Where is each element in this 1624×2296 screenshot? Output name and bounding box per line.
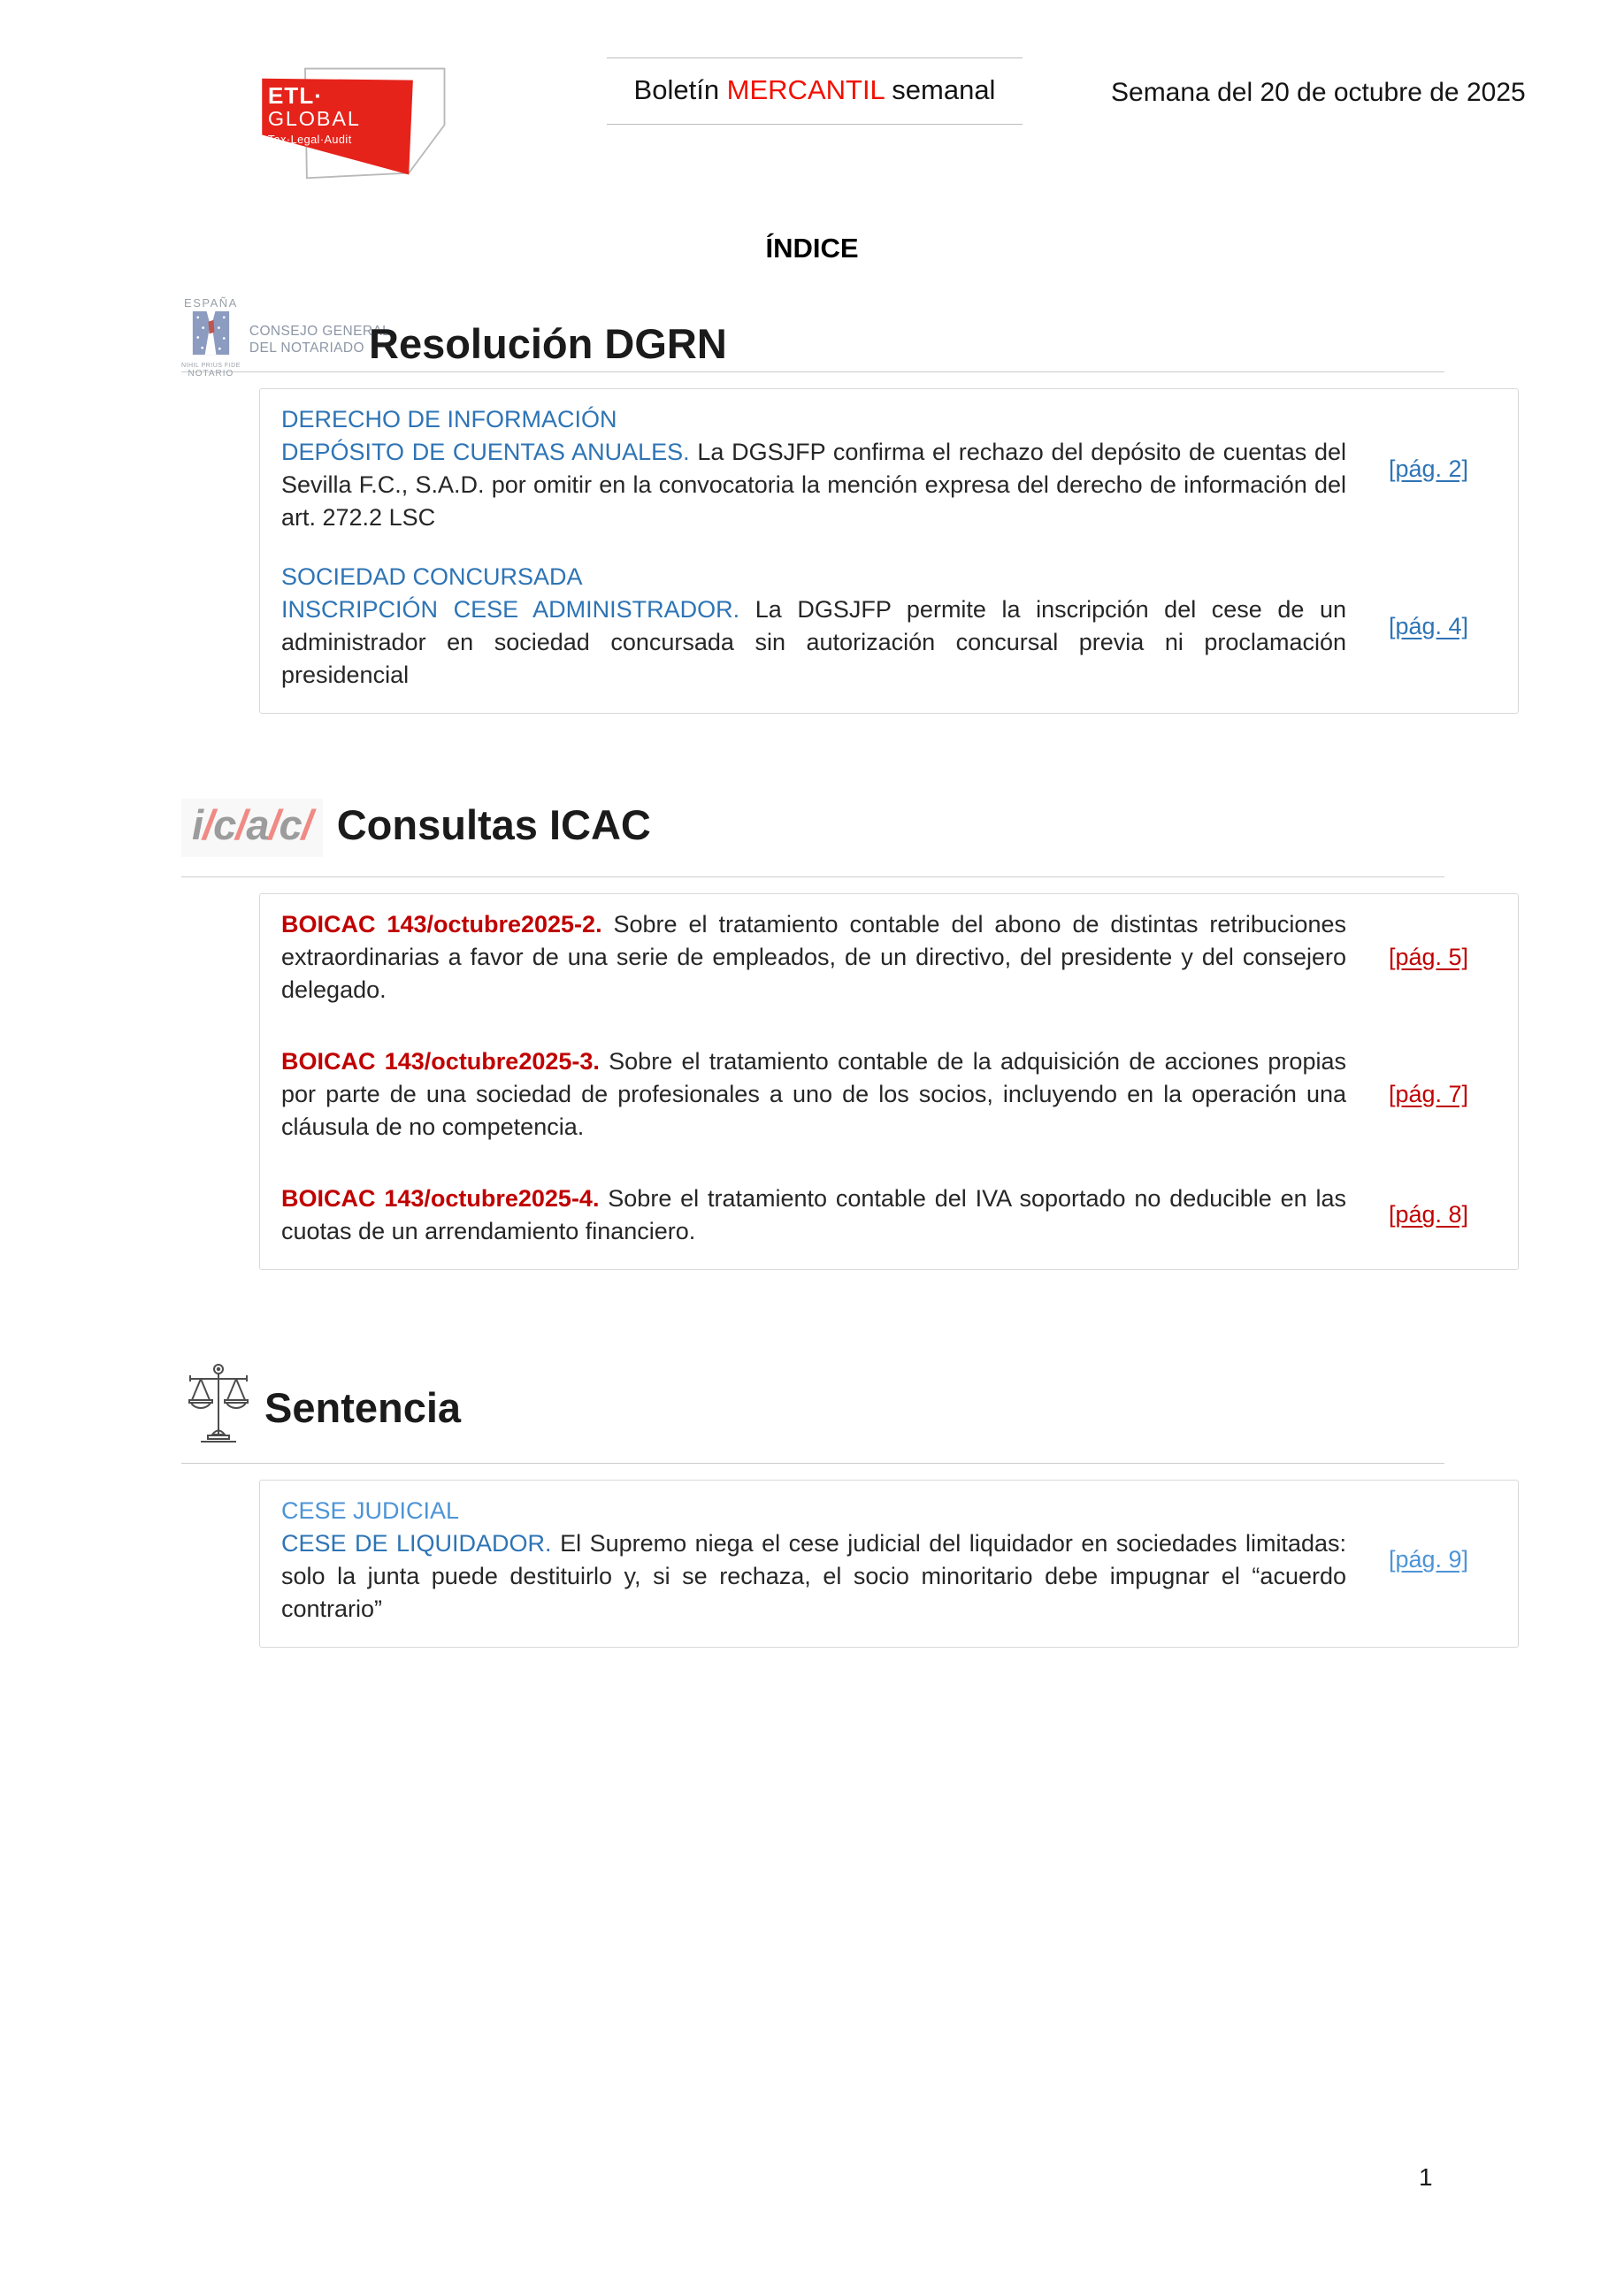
item-body: El Supremo niega el cese judicial del liquidador en sociedades limitadas: solo la junta puede destituirlo y, si se rechaza, el socio minoritario debe impugnar el “acuerdo contrario” — [281, 1529, 1347, 1622]
item-text — [281, 403, 1346, 534]
notariado-caption: NOTARIO — [188, 369, 234, 379]
title-suffix: semanal — [884, 74, 996, 105]
section-divider — [181, 1463, 1444, 1464]
index-item — [281, 403, 1498, 534]
section-items-box — [259, 388, 1519, 714]
item-text — [281, 1495, 1346, 1626]
page-link[interactable]: [pág. 7] — [1388, 1080, 1469, 1107]
section-consultas-icac — [0, 799, 1624, 1270]
icac-slash: / — [268, 801, 280, 848]
notariado-logo-wrap — [181, 296, 391, 379]
section-items-box — [259, 893, 1519, 1270]
item-summary — [281, 593, 1346, 692]
section-sentencia — [0, 1358, 1624, 1648]
espana-label: ESPAÑA — [184, 296, 238, 310]
page-link[interactable]: [pág. 9] — [1388, 1546, 1469, 1573]
page-link-cell — [1359, 403, 1498, 534]
consejo-notariado-logo — [181, 296, 391, 379]
item-body: Sobre el tratamiento contable del IVA soportado no deducible en las cuotas de un arrendamiento financiero. — [281, 1184, 1346, 1244]
icac-logo — [181, 799, 323, 857]
page-link-cell — [1359, 1045, 1498, 1144]
page-link-cell — [1359, 1182, 1498, 1248]
index-item — [281, 908, 1498, 1006]
page-link-cell — [1359, 1495, 1498, 1626]
index-heading: ÍNDICE — [765, 233, 859, 264]
item-topic-label: DERECHO DE INFORMACIÓN — [281, 406, 617, 432]
section-resolucion-dgrn — [0, 296, 1624, 714]
item-text — [281, 908, 1346, 1006]
page-link[interactable]: [pág. 4] — [1388, 612, 1469, 639]
icac-letter: a — [246, 801, 269, 848]
section-header — [181, 799, 1444, 857]
item-summary — [281, 1182, 1346, 1248]
svg-text:Tax·Legal·Audit: Tax·Legal·Audit — [267, 133, 352, 146]
item-summary — [281, 1045, 1346, 1144]
index-item — [281, 1495, 1498, 1626]
page-link-cell — [1359, 561, 1498, 692]
etl-global-logo — [232, 49, 458, 181]
section-title: Resolución DGRN — [369, 320, 727, 367]
svg-text:ETL·: ETL· — [267, 81, 323, 109]
section-header — [181, 1358, 1444, 1447]
week-date: Semana del 20 de octubre de 2025 — [1111, 78, 1526, 107]
item-lead: BOICAC 143/octubre2025-4. — [281, 1184, 600, 1212]
item-text — [281, 561, 1346, 692]
item-summary — [281, 908, 1346, 1006]
item-summary — [281, 436, 1346, 534]
icac-slash: / — [301, 801, 312, 848]
item-lead: BOICAC 143/octubre2025-3. — [281, 1047, 600, 1075]
section-title: Consultas ICAC — [336, 801, 651, 848]
page-number: 1 — [1419, 2163, 1433, 2191]
item-topic-label: CESE JUDICIAL — [281, 1496, 460, 1524]
item-lead: CESE DE LIQUIDADOR. — [281, 1529, 552, 1557]
item-body: La DGSJFP confirma el rechazo del depósito de cuentas del Sevilla F.C., S.A.D. por omitir en la convocatoria la mención expresa del derecho de información del art. 272.2 LSC — [281, 439, 1346, 531]
item-body: La DGSJFP permite la inscripción del cese de un administrador en sociedad concursada sin autorización concursal previa ni proclamación presidencial — [281, 596, 1346, 688]
item-lead: INSCRIPCIÓN CESE ADMINISTRADOR. — [281, 596, 740, 623]
item-lead: BOICAC 143/octubre2025-2. — [281, 910, 602, 938]
page-link[interactable]: [pág. 2] — [1388, 455, 1469, 482]
notariado-name-line: DEL NOTARIADO — [249, 341, 364, 356]
title-prefix: Boletín — [633, 74, 727, 105]
index-item — [281, 1045, 1498, 1144]
item-text — [281, 1045, 1346, 1144]
icac-letter: i — [192, 801, 203, 848]
page-link[interactable]: [pág. 5] — [1388, 943, 1469, 970]
section-divider — [181, 876, 1444, 877]
etl-flag-icon — [232, 49, 458, 181]
icac-letter: c — [213, 801, 236, 848]
page-header — [0, 0, 1624, 181]
notariado-name-line: CONSEJO GENERAL — [249, 324, 391, 339]
notariado-emblem-icon — [190, 310, 232, 361]
title-accent: MERCANTIL — [726, 74, 885, 105]
section-header — [181, 296, 1444, 379]
item-summary — [281, 1527, 1346, 1626]
icac-logo-wrap — [181, 799, 323, 857]
scales-logo-wrap — [181, 1358, 256, 1447]
item-body: Sobre el tratamiento contable de la adquisición de acciones propias por parte de una sociedad de profesionales a uno de los socios, incluyendo en la operación una cláusula de no competencia. — [281, 1047, 1346, 1140]
index-sections — [0, 296, 1624, 1648]
item-body: Sobre el tratamiento contable del abono de distintas retribuciones extraordinarias a favor de una serie de empleados, de un directivo, del presidente y del consejero delegado. — [281, 910, 1346, 1003]
scales-of-justice-icon — [181, 1358, 256, 1447]
section-divider — [181, 371, 1444, 372]
section-items-box — [259, 1480, 1519, 1648]
index-item — [281, 561, 1498, 692]
bulletin-title — [607, 57, 1023, 125]
item-lead: DEPÓSITO DE CUENTAS ANUALES. — [281, 439, 690, 465]
icac-letter: c — [279, 801, 302, 848]
notariado-motto: NIHIL PRIUS FIDE — [181, 363, 241, 369]
section-title: Sentencia — [264, 1383, 462, 1431]
item-text — [281, 1182, 1346, 1248]
item-topic-label: SOCIEDAD CONCURSADA — [281, 563, 583, 590]
icac-slash: / — [203, 801, 214, 848]
page-link[interactable]: [pág. 8] — [1388, 1201, 1469, 1228]
index-item — [281, 1182, 1498, 1248]
page-link-cell — [1359, 908, 1498, 1006]
notariado-emblem-column — [181, 296, 241, 379]
icac-slash: / — [235, 801, 247, 848]
svg-text:GLOBAL: GLOBAL — [267, 107, 361, 131]
